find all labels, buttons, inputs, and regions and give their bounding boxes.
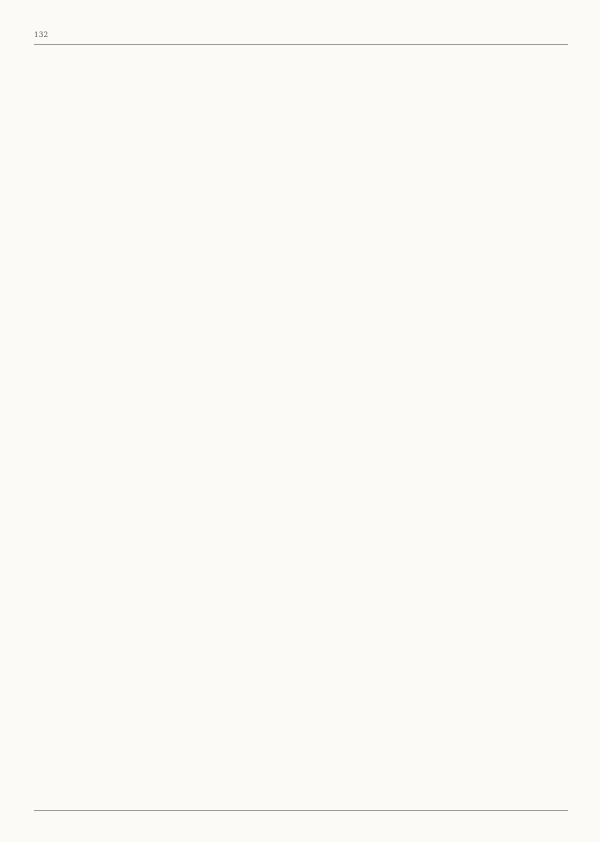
page-number: 132 bbox=[34, 30, 49, 39]
right-text-column bbox=[312, 52, 568, 804]
left-text-column bbox=[34, 52, 290, 804]
footer-rule bbox=[34, 810, 568, 811]
header-rule bbox=[34, 44, 568, 45]
page-footer bbox=[34, 814, 568, 826]
running-header bbox=[34, 30, 568, 44]
